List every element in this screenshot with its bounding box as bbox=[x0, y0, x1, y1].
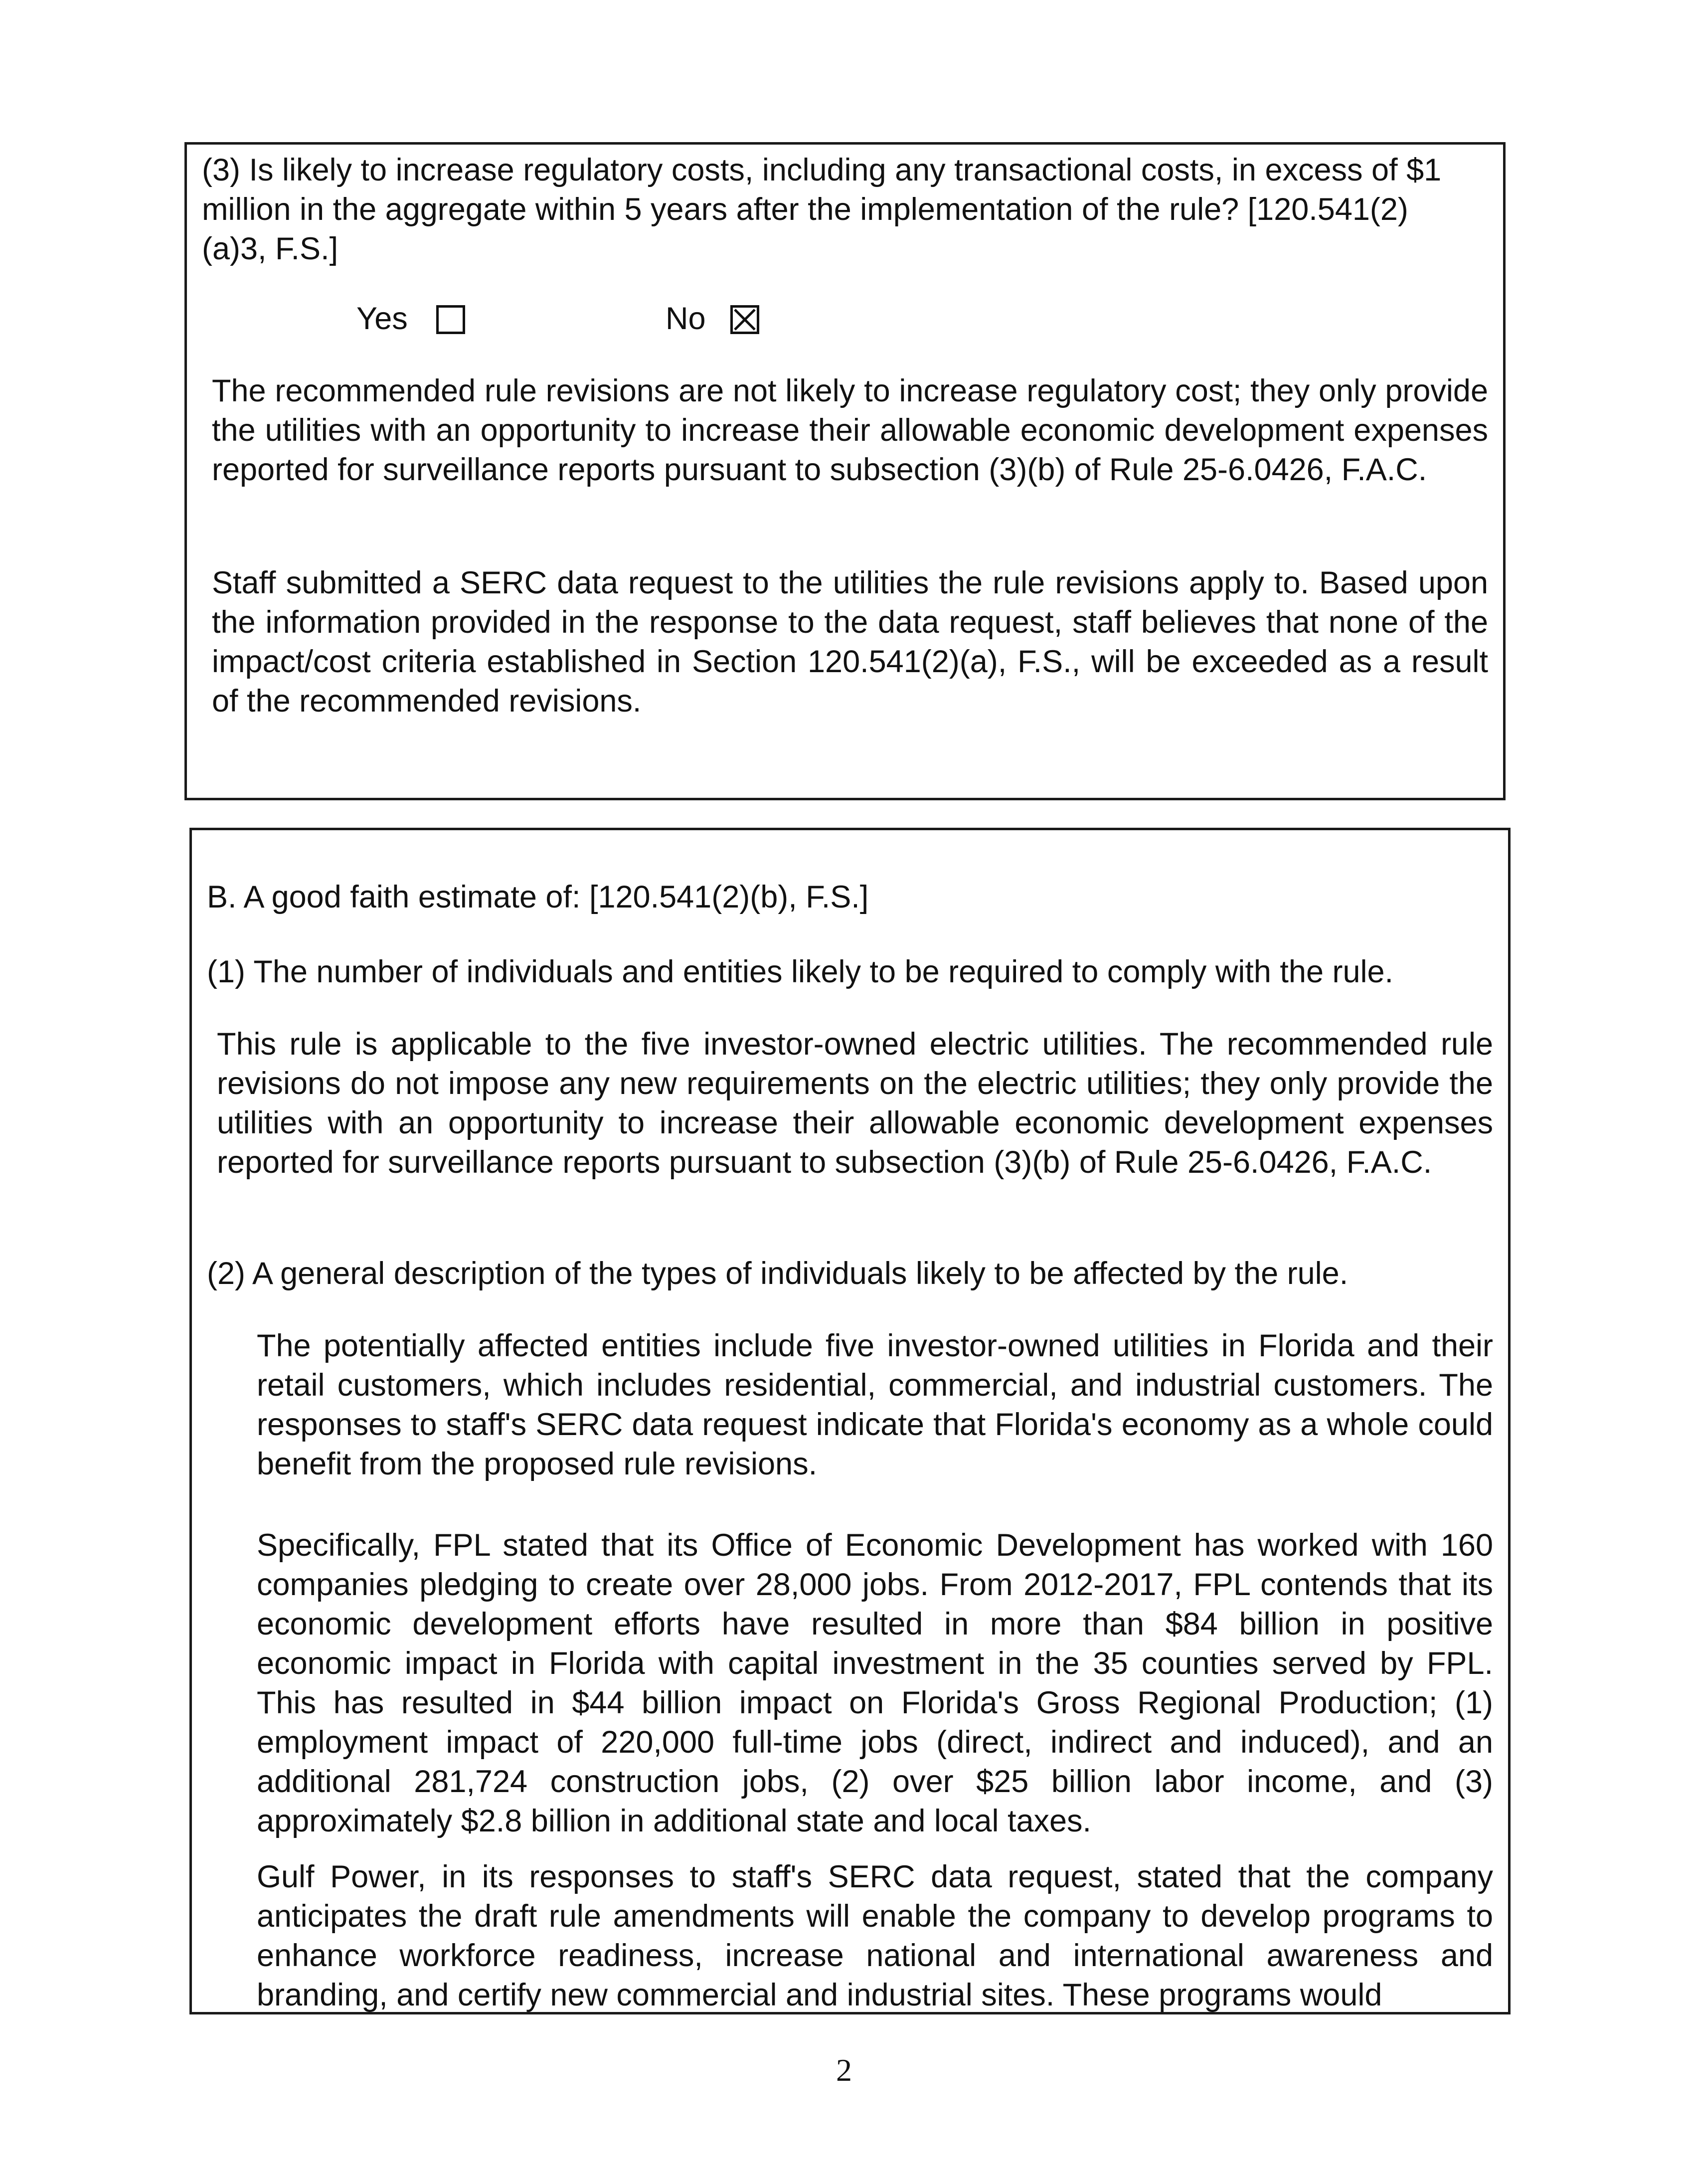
no-label: No bbox=[666, 301, 706, 336]
item-1-heading: (1) The number of individuals and entities likely to be required to comply with the rule. bbox=[207, 954, 1394, 989]
regulatory-cost-explanation: The recommended rule revisions are not likely to increase regulatory cost; they only provide the utilities with an opportunity to increase their allowable economic development expenses reported for surveillance reports pursuant to subsection (3)(b) of Rule 25-6.0426, F.A.C. bbox=[212, 373, 1488, 487]
page-number: 2 bbox=[836, 2052, 852, 2088]
no-checkbox[interactable] bbox=[730, 305, 759, 334]
checked-x-icon bbox=[733, 308, 757, 332]
applicability-paragraph: This rule is applicable to the five investor-owned electric utilities. The recommended rule revisions do not impose any new requirements on the electric utilities; they only provide the utilities with an opportunity to increase their allowable economic development expenses reported for surveillance reports pursuant to subsection (3)(b) of Rule 25-6.0426, F.A.C. bbox=[217, 1027, 1493, 1180]
question-3-text: (3) Is likely to increase regulatory costs, including any transactional costs, in excess of $1 million in the aggregate within 5 years after the implementation of the rule? [120.541(2)(a)3, F.S.] bbox=[202, 153, 1442, 266]
serc-data-request-paragraph: Staff submitted a SERC data request to the utilities the rule revisions apply to. Based upon the information provided in the response to the data request, staff believes that none of the impact/cost criteria established in Section 120.541(2)(a), F.S., will be exceeded as a result of the recommended revisions. bbox=[212, 565, 1488, 719]
section-b-heading: B. A good faith estimate of: [120.541(2)(b), F.S.] bbox=[207, 880, 869, 914]
gulf-power-paragraph: Gulf Power, in its responses to staff's SERC data request, stated that the company anticipates the draft rule amendments will enable the company to develop programs to enhance workforce readiness, increase national and international awareness and branding, and certify new commercial and industrial sites. These programs would bbox=[257, 1859, 1493, 2012]
regulatory-cost-question-box bbox=[184, 142, 1506, 800]
yes-label: Yes bbox=[356, 301, 408, 336]
affected-entities-paragraph: The potentially affected entities include five investor-owned utilities in Florida and their retail customers, which includes residential, commercial, and industrial customers. The responses to staff's SERC data request indicate that Florida's economy as a whole could benefit from the proposed rule revisions. bbox=[257, 1328, 1493, 1481]
good-faith-estimate-box bbox=[189, 828, 1511, 2014]
fpl-impact-paragraph: Specifically, FPL stated that its Office of Economic Development has worked with 160 companies pledging to create over 28,000 jobs. From 2012-2017, FPL contends that its economic development efforts have resulted in more than $84 billion in positive economic impact in Florida with capital investment in the 35 counties served by FPL. This has resulted in $44 billion impact on Florida's Gross Regional Production; (1) employment impact of 220,000 full-time jobs (direct, indirect and induced), and an additional 281,724 construction jobs, (2) over $25 billion labor income, and (3) approximately $2.8 billion in additional state and local taxes. bbox=[257, 1528, 1493, 1838]
item-2-heading: (2) A general description of the types of individuals likely to be affected by the rule. bbox=[207, 1256, 1349, 1291]
yes-checkbox[interactable] bbox=[436, 305, 465, 334]
